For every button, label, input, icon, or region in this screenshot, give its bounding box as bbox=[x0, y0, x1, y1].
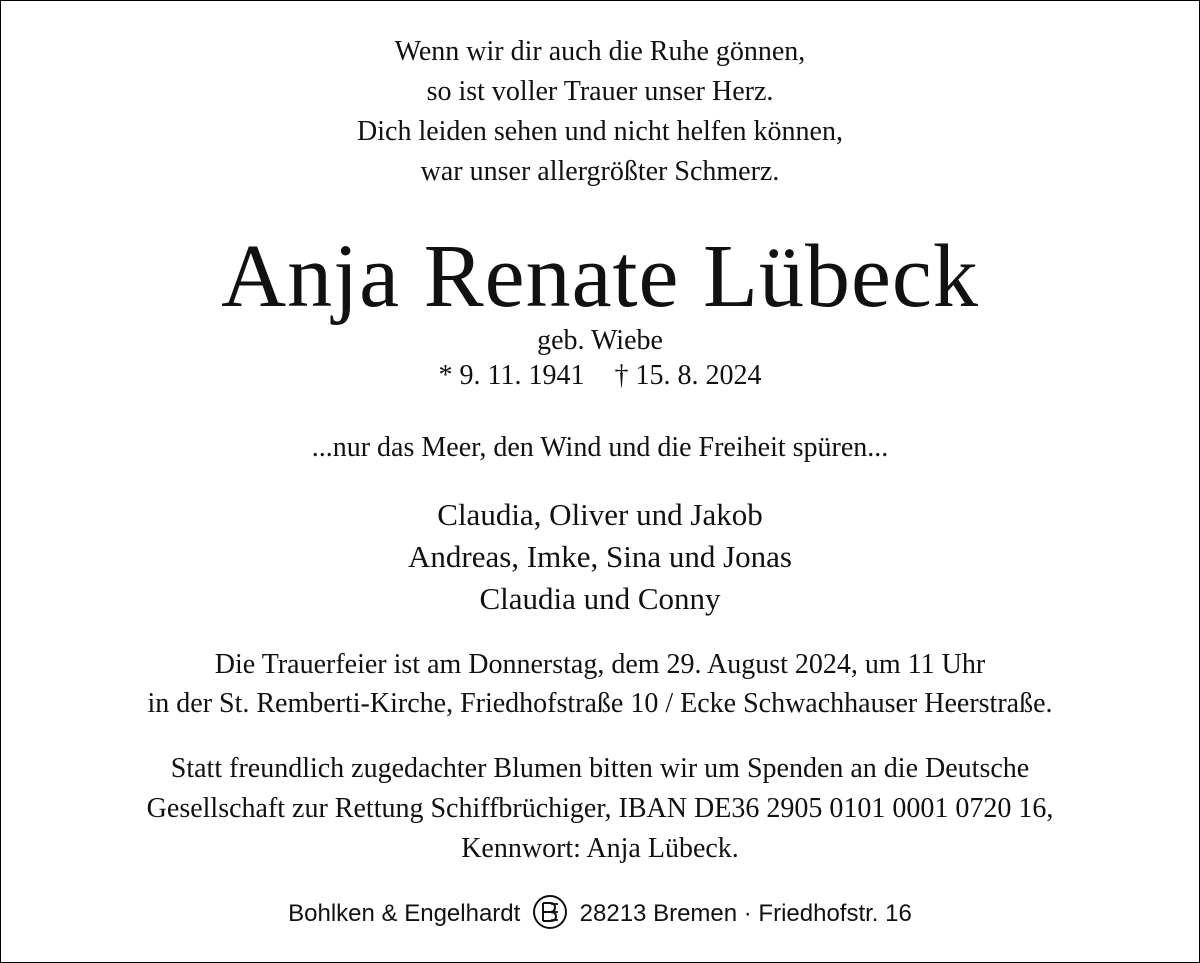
mourners-line: Andreas, Imke, Sina und Jonas bbox=[408, 539, 792, 574]
funeral-home-address: 28213 Bremen · Friedhofstr. 16 bbox=[579, 900, 912, 927]
birth-date: * 9. 11. 1941 bbox=[438, 360, 585, 391]
mourners-list bbox=[0, 494, 1200, 620]
death-date: † 15. 8. 2024 bbox=[614, 360, 762, 391]
funeral-home-footer bbox=[0, 896, 1200, 933]
maiden-name: geb. Wiebe bbox=[537, 325, 663, 356]
poem-line: so ist voller Trauer unser Herz. bbox=[426, 76, 774, 107]
be-monogram-icon bbox=[531, 894, 569, 930]
funeral-line: Die Trauerfeier ist am Donnerstag, dem 29. August 2024, um 11 Uhr bbox=[214, 649, 986, 680]
donation-line: Gesellschaft zur Rettung Schiffbrüchiger, IBAN DE36 2905 0101 0001 0720 16, bbox=[146, 793, 1054, 824]
donation-request bbox=[0, 749, 1200, 869]
donation-line: Statt freundlich zugedachter Blumen bitten wir um Spenden an die Deutsche bbox=[170, 753, 1030, 784]
mourners-line: Claudia und Conny bbox=[479, 581, 721, 616]
funeral-line: in der St. Remberti-Kirche, Friedhofstraße 10 / Ecke Schwachhauser Heerstraße. bbox=[147, 688, 1053, 719]
funeral-home-name: Bohlken & Engelhardt bbox=[288, 900, 521, 927]
mourners-line: Claudia, Oliver und Jakob bbox=[437, 497, 763, 532]
life-dates bbox=[0, 358, 1200, 394]
poem-line: Dich leiden sehen und nicht helfen können, bbox=[357, 116, 843, 147]
deceased-name: Anja Renate Lübeck bbox=[221, 227, 979, 326]
funeral-details bbox=[0, 645, 1200, 723]
donation-line: Kennwort: Anja Lübeck. bbox=[461, 833, 739, 864]
memorial-poem bbox=[0, 32, 1200, 192]
poem-line: war unser allergrößter Schmerz. bbox=[420, 156, 780, 187]
poem-line: Wenn wir dir auch die Ruhe gönnen, bbox=[394, 36, 806, 67]
quote: ...nur das Meer, den Wind und die Freiheit spüren... bbox=[311, 432, 889, 463]
